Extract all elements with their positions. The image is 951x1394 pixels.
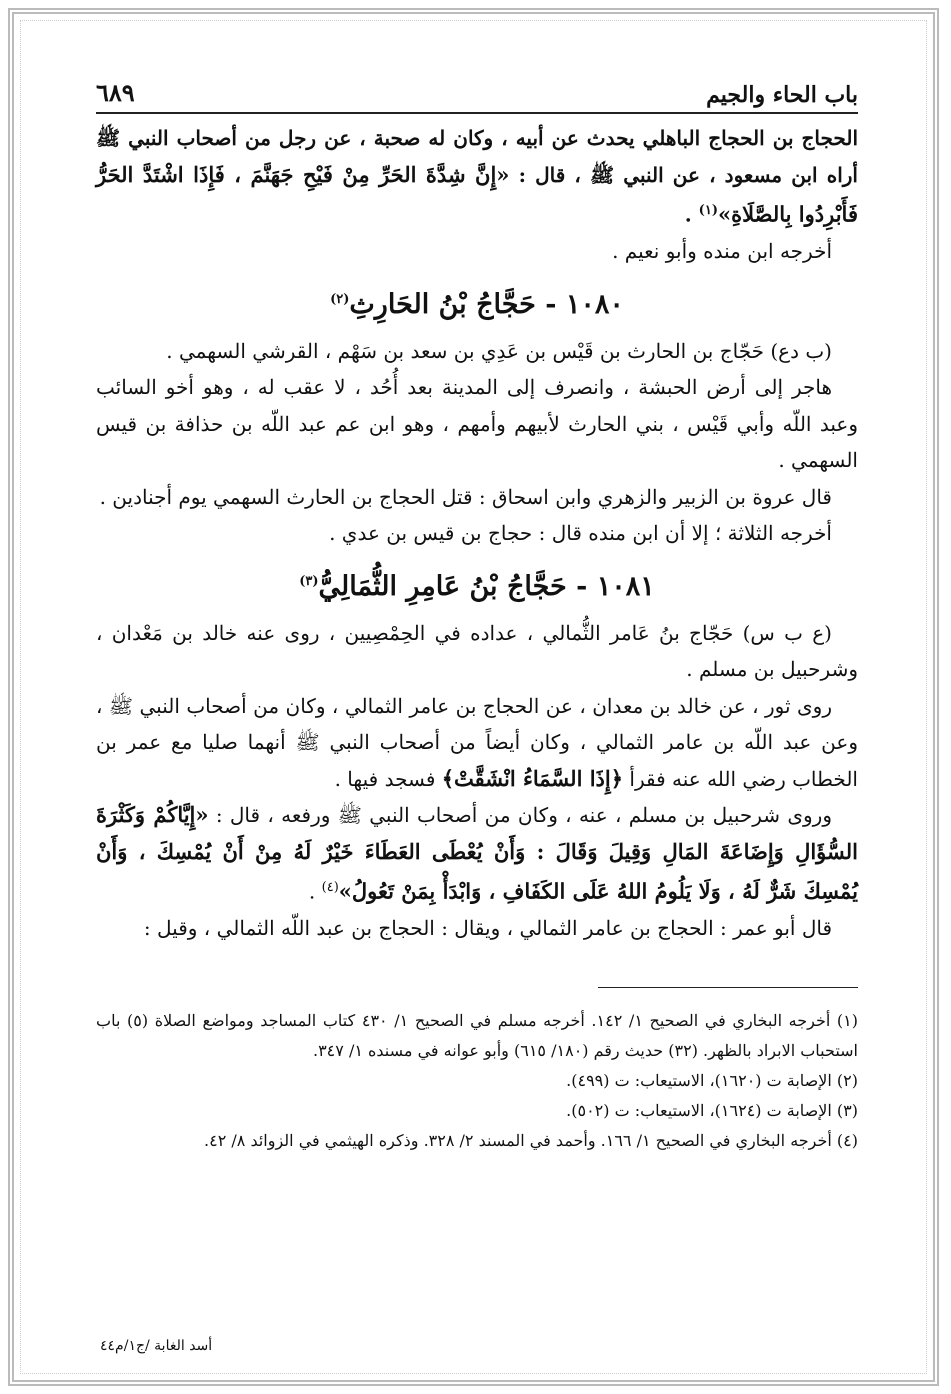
footnote-ref-4: (٤)	[321, 880, 339, 896]
footnote-ref-3: (٣)	[299, 573, 319, 589]
entry-1080-death: قال عروة بن الزبير والزهري وابن اسحاق : قتل الحجاج بن الحارث السهمي يوم أجنادين .	[99, 484, 832, 509]
footnote-3: (٣) الإصابة ت (١٦٢٤)، الاستيعاب: ت (٥٠٢).	[566, 1100, 858, 1120]
entry-1080-source: أخرجه الثلاثة ؛ إلا أن ابن منده قال : حجاج بن قيس بن عدي .	[329, 521, 832, 546]
hadith-quote-2: «إِيَّاكُمْ وَكَثْرَةَ السُّؤَالِ وَإِضَاعَةَ المَالِ وَقِيلَ وَقَالَ : وَأَنْ يُعْطَى العَطَاءَ خَيْرٌ لَهُ مِنْ أَنْ يُمْسِكَ ، وَأَنْ يُمْسِكَ شَرٌّ لَهُ ، وَلَا يَلُومُ اللهُ عَلَى الكَفَافِ ، وَابْدَأْ بِمَنْ تَعُولُ»	[96, 802, 858, 904]
footnote-1: (١) أخرجه البخاري في الصحيح ١/ ١٤٢. أخرجه مسلم في الصحيح ١/ ٤٣٠ كتاب المساجد ومواضع الصلاة (٥) باب استحباب الابراد بالظهر. (٣٢) حديث رقم (١٨٠/ ٦١٥) وأبو عوانه في مسنده ١/ ٣٤٧.	[96, 1010, 858, 1060]
quran-quote: ﴿إِذَا السَّمَاءُ انْشَقَّتْ﴾	[441, 765, 624, 791]
footnote-4: (٤) أخرجه البخاري في الصحيح ١/ ١٦٦. وأحمد في المسند ٢/ ٣٢٨. وذكره الهيثمي في الزوائد ٨/ ٤٢.	[204, 1130, 858, 1150]
footnote-divider	[598, 987, 858, 988]
footnote-ref-2: (٢)	[330, 291, 350, 307]
entry-1081-heading: ١٠٨١ - حَجَّاجُ بْنُ عَامِرِ الثُّمَالِيُّ	[318, 570, 655, 602]
entry-1081-abu-umar: قال أبو عمر : الحجاج بن عامر الثمالي ، ويقال : الحجاج بن عبد اللّه الثمالي ، وقيل :	[143, 916, 832, 941]
document-page	[96, 74, 858, 1156]
intro-hadith-quote: «إِنَّ شِدَّةَ الحَرِّ مِنْ فَيْحِ جَهَنَّمَ ، فَإِذَا اشْتَدَّ الحَرُّ فَأَبْرِدُوا بِالصَّلَاةِ»	[96, 161, 858, 227]
footnote-2: (٢) الإصابة ت (١٦٢٠)، الاستيعاب: ت (٤٩٩).	[566, 1070, 858, 1090]
entry-1080-heading: ١٠٨٠ - حَجَّاجُ بْنُ الحَارِثِ	[349, 288, 624, 320]
footnote-ref-1: (١)	[698, 203, 718, 218]
chapter-title: باب الحاء والجيم	[706, 82, 858, 108]
entry-1081-narration-2: وروى شرحبيل بن مسلم ، عنه ، وكان من أصحاب النبي ﷺ ورفعه ، قال : «إِيَّاكُمْ وَكَثْرَةَ السُّؤَالِ وَإِضَاعَةَ المَالِ وَقِيلَ وَقَالَ : وَأَنْ يُعْطَى العَطَاءَ خَيْرٌ لَهُ مِنْ أَنْ يُمْسِكَ ، وَأَنْ يُمْسِكَ شَرٌّ لَهُ ، وَلَا يَلُومُ اللهُ عَلَى الكَفَافِ ، وَابْدَأْ بِمَنْ تَعُولُ»$^{(٤)}$ .	[96, 802, 858, 904]
intro-source: أخرجه ابن منده وأبو نعيم .	[612, 239, 832, 264]
entry-1080-bio: هاجر إلى أرض الحبشة ، وانصرف إلى المدينة بعد أُحُد ، لا عقب له ، وهو أخو السائب وعبد اللّه وأبي قَيْس ، بني الحارث لأبيهم وأمهم ، وهو ابن عم عبد اللّه بن حذافة بن قيس السهمي .	[96, 375, 858, 473]
narration-1-end: فسجد فيها .	[334, 766, 436, 791]
narration-2-text: وروى شرحبيل بن مسلم ، عنه ، وكان من أصحاب النبي ﷺ ورفعه ، قال :	[215, 803, 832, 828]
page-header	[96, 74, 858, 114]
entry-1081-intro: (ع ب س) حَجّاج بنُ عَامر الثُّمالي ، عداده في الحِمْصِيين ، روى عنه خالد بن مَعْدان ، وشرحبيل بن مسلم .	[96, 620, 858, 682]
entry-1081-title	[96, 562, 858, 607]
entry-1081-narration-1	[96, 688, 858, 798]
narration-1-text: روى ثور ، عن خالد بن معدان ، عن الحجاج بن عامر الثمالي ، وكان من أصحاب النبي ﷺ ، وعن عبد اللّه بن عامر الثمالي ، وكان أيضاً من أصحاب النبي ﷺ أنهما صليا مع عمر بن الخطاب رضي الله عنه فقرأ	[96, 693, 858, 791]
intro-paragraph: الحجاج بن الحجاج الباهلي يحدث عن أبيه ، وكان له صحبة ، عن رجل من أصحاب النبي ﷺ أراه ابن مسعود ، عن النبي ﷺ ، قال : «إِنَّ شِدَّةَ الحَرِّ مِنْ فَيْحِ جَهَنَّمَ ، فَإِذَا اشْتَدَّ الحَرُّ فَأَبْرِدُوا بِالصَّلَاةِ»$^{(١)}$ .	[96, 126, 858, 227]
page-number: ٦٨٩	[96, 78, 135, 107]
entry-1080-lineage: (ب دع) حَجّاج بن الحارث بن قَيْس بن عَدِي بن سعد بن سَهْم ، القرشي السهمي .	[166, 338, 832, 363]
volume-signature: أسد الغابة /ج١/م٤٤	[100, 1338, 213, 1354]
entry-1080-title	[96, 280, 858, 325]
intro-text: الحجاج بن الحجاج الباهلي يحدث عن أبيه ، وكان له صحبة ، عن رجل من أصحاب النبي ﷺ أراه ابن مسعود ، عن النبي ﷺ ، قال :	[96, 126, 858, 187]
